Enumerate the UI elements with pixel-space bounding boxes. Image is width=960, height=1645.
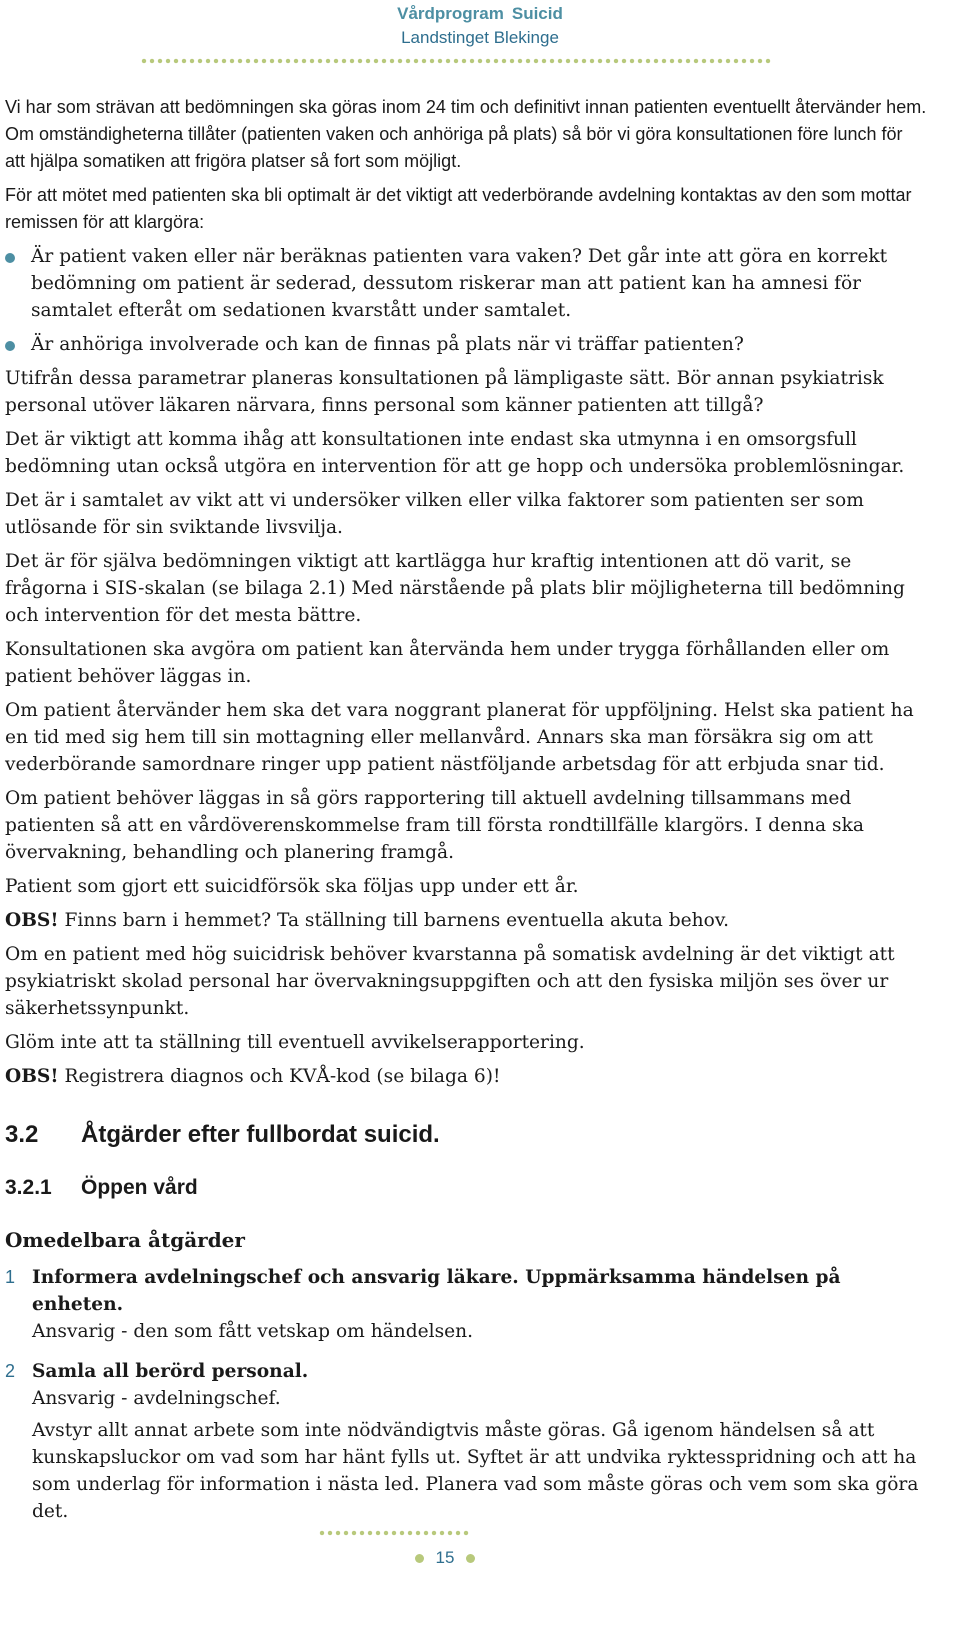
step-responsible: Ansvarig - den som fått vetskap om händelsen.: [32, 1321, 474, 1342]
paragraph: Konsultationen ska avgöra om patient kan återvända hem under trygga förhållanden eller om patient behöver läggas in.: [5, 639, 890, 687]
action-step: [5, 1264, 927, 1345]
document-title-program: Vårdprogram: [397, 4, 504, 23]
immediate-actions-heading: Omedelbara åtgärder: [5, 1228, 245, 1252]
section-heading: [5, 1120, 927, 1150]
subsection-number: 3.2.1: [5, 1176, 52, 1199]
paragraph: Om patient behöver läggas in så görs rapportering till aktuell avdelning tillsammans med patienten så att en vårdöverenskommelse fram till första rondtillfälle klargörs. I denna ska övervakning, behandling och planering framgå.: [5, 788, 864, 863]
section-number: 3.2: [5, 1121, 39, 1148]
document-title: [385, 4, 575, 24]
document-title-topic: Suicid: [511, 4, 563, 23]
paragraph: Glöm inte att ta ställning till eventuell avvikelserapportering.: [5, 1032, 585, 1053]
page-content: [5, 94, 927, 1538]
obs-text: Registrera diagnos och KVÅ-kod (se bilaga 6)!: [64, 1066, 501, 1087]
footer-dotted-divider: [318, 1530, 470, 1536]
paragraph: Patient som gjort ett suicidförsök ska följas upp under ett år.: [5, 876, 579, 897]
paragraph: Det är i samtalet av vikt att vi undersöker vilken eller vilka faktorer som patienten ser som utlösande för sin sviktande livsvilja.: [5, 490, 864, 538]
bullet-list: [5, 243, 927, 358]
footer-dot-right: [466, 1554, 475, 1563]
footer-dot-left: [415, 1554, 424, 1563]
page-footer: [385, 1548, 505, 1568]
action-step: [5, 1358, 927, 1525]
paragraph: För att mötet med patienten ska bli optimalt är det viktigt att vederbörande avdelning kontaktas av den som mottar remissen för att klargöra:: [5, 185, 912, 232]
obs-label: OBS!: [5, 910, 59, 931]
obs-label: OBS!: [5, 1066, 59, 1087]
subsection-title: Öppen vård: [81, 1176, 198, 1199]
step-number: 2: [5, 1361, 16, 1381]
obs-text: Finns barn i hemmet? Ta ställning till barnens eventuella akuta behov.: [64, 910, 730, 931]
bullet-item: Är anhöriga involverade och kan de finnas på plats när vi träffar patienten?: [5, 331, 927, 358]
section-title: Åtgärder efter fullbordat suicid.: [81, 1121, 440, 1148]
paragraph: Det är viktigt att komma ihåg att konsultationen inte endast ska utmynna i en omsorgsfull bedömning utan också utgöra en intervention för att ge hopp och undersöka problemlösningar.: [5, 429, 905, 477]
paragraph: Vi har som strävan att bedömningen ska göras inom 24 tim och definitivt innan patienten eventuellt återvänder hem. Om omständigheterna tillåter (patienten vaken och anhöriga på plats) så bör vi göra konsultationen före lunch för att hjälpa somatiken att frigöra platser så fort som möjligt.: [5, 97, 927, 171]
paragraph: Om en patient med hög suicidrisk behöver kvarstanna på somatisk avdelning är det viktigt att psykiatriskt skolad personal har övervakningsuppgiften och att den fysiska miljön ses över ur säkerhetssynpunkt.: [5, 944, 895, 1019]
step-responsible: Ansvarig - avdelningschef.: [32, 1388, 281, 1409]
step-title: Samla all berörd personal.: [32, 1361, 309, 1382]
header-dotted-divider: [140, 58, 772, 64]
step-title: Informera avdelningschef och ansvarig läkare. Uppmärksamma händelsen på enheten.: [32, 1267, 841, 1315]
obs-note: [5, 907, 927, 934]
page-number: 15: [435, 1548, 455, 1567]
subsection-heading: [5, 1174, 927, 1202]
organization-name: Landstinget Blekinge: [401, 28, 559, 47]
step-number: 1: [5, 1267, 16, 1287]
step-description: Avstyr allt annat arbete som inte nödvändigtvis måste göras. Gå igenom händelsen så att kunskapsluckor om vad som har hänt fylls ut. Syftet är att undvika ryktesspridning och att ha som underlag för information i nästa led. Planera vad som måste göras och vem som ska göra det.: [32, 1420, 919, 1522]
paragraph: Om patient återvänder hem ska det vara noggrant planerat för uppföljning. Helst ska patient ha en tid med sig hem till sin mottagning eller mellanvård. Annars ska man försäkra sig om att vederbörande samordnare ringer upp patient nästföljande arbetsdag för att erbjuda snar tid.: [5, 700, 914, 775]
bullet-item: Är patient vaken eller när beräknas patienten vara vaken? Det går inte att göra en korrekt bedömning om patient är sederad, dessutom riskerar man att patient kan ha amnesi för samtalet efteråt om sedationen kvarstått under samtalet.: [5, 243, 927, 324]
paragraph: Det är för själva bedömningen viktigt att kartlägga hur kraftig intentionen att dö varit, se frågorna i SIS-skalan (se bilaga 2.1) Med närstående på plats blir möjligheterna till bedömning och intervention för det mesta bättre.: [5, 551, 905, 626]
obs-note: [5, 1063, 927, 1090]
action-steps-list: [5, 1264, 927, 1525]
page-header: [0, 0, 960, 80]
paragraph: Utifrån dessa parametrar planeras konsultationen på lämpligaste sätt. Bör annan psykiatrisk personal utöver läkaren närvara, finns personal som känner patienten att tillgå?: [5, 368, 884, 416]
